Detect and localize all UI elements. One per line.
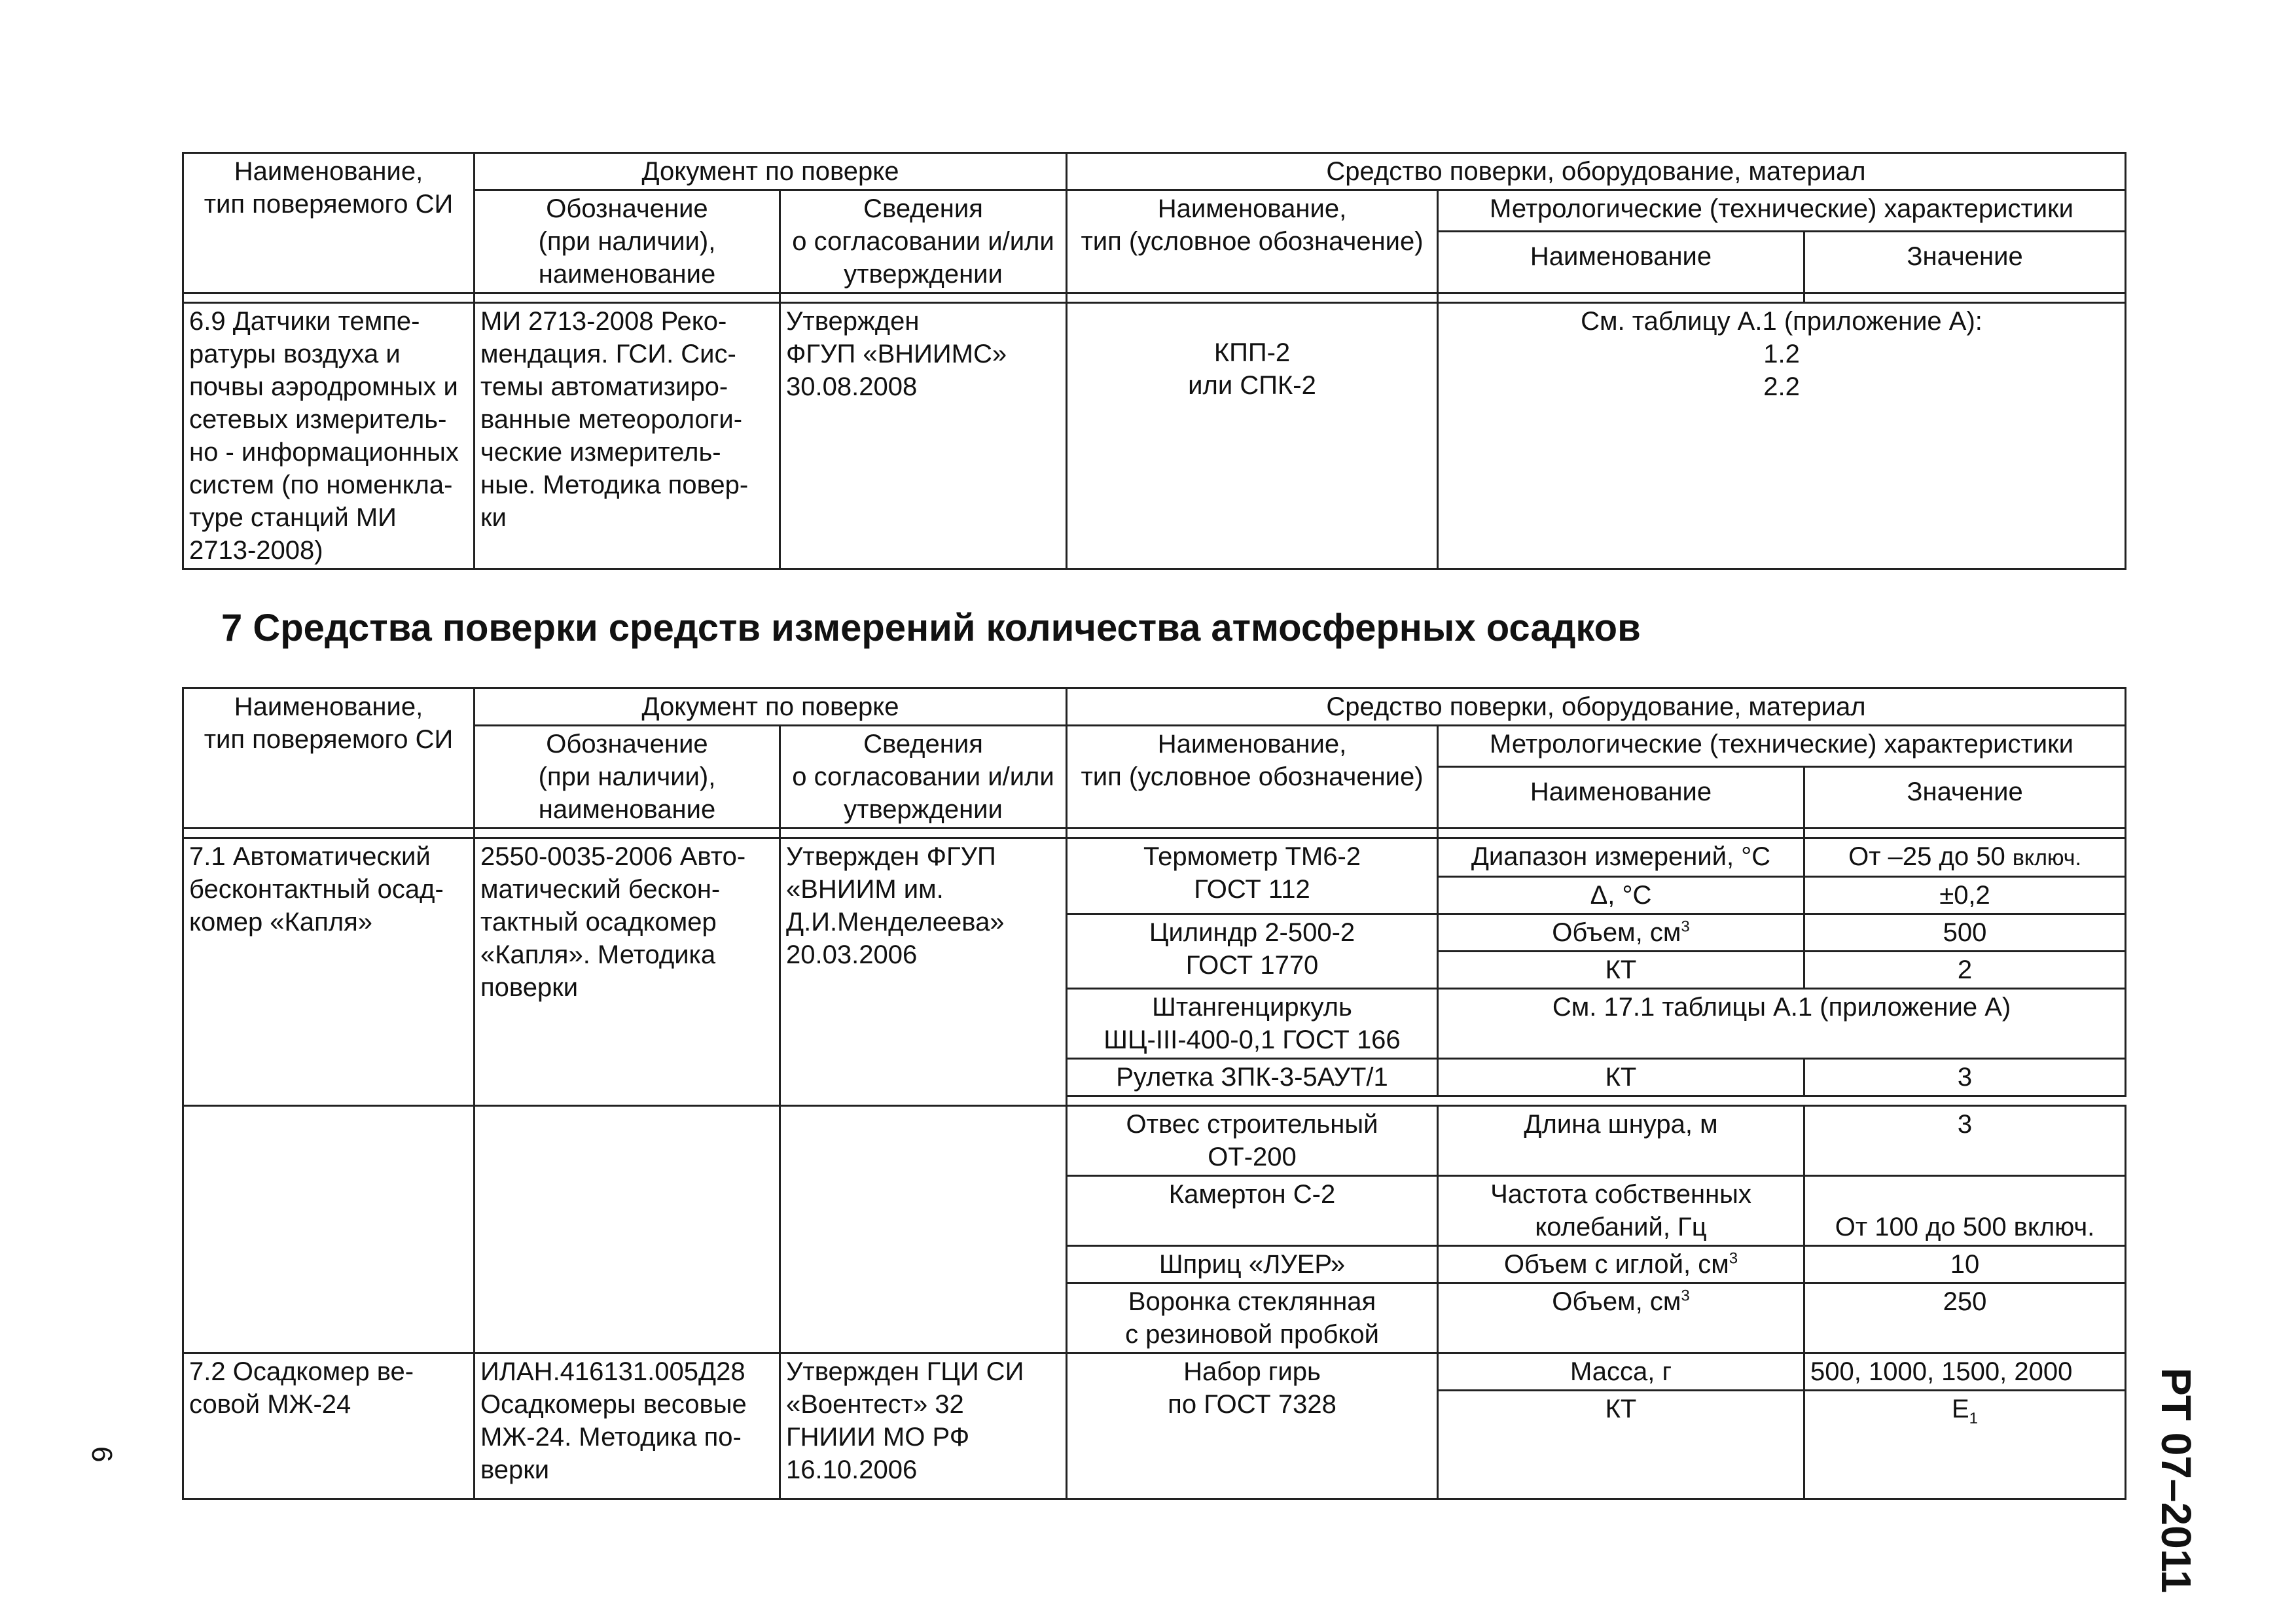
tape-class-value: 3 — [1804, 1059, 2126, 1096]
weights-mass-name: Масса, г — [1438, 1353, 1804, 1391]
row-6-9-designation: МИ 2713-2008 Реко- мендация. ГСИ. Сис- темы автоматизиро- ванные метеорологи- ческие измеритель- ные. Методика повер- ки — [475, 303, 780, 569]
syringe-means: Шприц «ЛУЕР» — [1067, 1246, 1438, 1283]
tape-means: Рулетка ЗПК-3-5АУТ/1 — [1067, 1059, 1438, 1096]
table-row — [183, 838, 2126, 877]
plumb-means: Отвес строительный ОТ-200 — [1067, 1106, 1438, 1176]
cylinder-class-value: 2 — [1804, 952, 2126, 989]
thermometer-range-name: Диапазон измерений, °С — [1438, 838, 1804, 877]
weights-means: Набор гирь по ГОСТ 7328 — [1067, 1353, 1438, 1499]
cylinder-volume-value: 500 — [1804, 914, 2126, 952]
thermometer-range-value: От –25 до 50 включ. — [1804, 838, 2126, 877]
header-means-name-2: Наименование, тип (условное обозначение) — [1067, 726, 1438, 829]
row-7-1-approval: Утвержден ФГУП «ВНИИМ им. Д.И.Менделеева» 20.03.2006 — [780, 838, 1067, 1106]
funnel-volume-name: Объем, $см^3$ — [1438, 1283, 1804, 1353]
section-heading: 7 Средства поверки средств измерений количества атмосферных осадков — [221, 607, 1641, 649]
row-6-9-name: 6.9 Датчики темпе- ратуры воздуха и почвы аэродромных и сетевых измеритель- но - информационных систем (по номенкла- туре станций МИ 2713-2008) — [183, 303, 475, 569]
row-cont-name — [183, 1106, 475, 1353]
table-sensors — [182, 152, 2126, 570]
syringe-volume-name: Объем с иглой, $см^3$ — [1438, 1246, 1804, 1283]
header-metro-name-2: Наименование — [1438, 767, 1804, 829]
funnel-volume-value: 250 — [1804, 1283, 2126, 1353]
row-7-2-designation: ИЛАН.416131.005Д28 Осадкомеры весовые МЖ-24. Методика по- верки — [475, 1353, 780, 1499]
thermometer-delta-name: Δ, °С — [1438, 877, 1804, 914]
header-doc-approval: Сведения о согласовании и/или утверждении — [780, 190, 1067, 293]
row-cont-designation — [475, 1106, 780, 1353]
page-number: 6 — [86, 1446, 118, 1463]
plumb-length-name: Длина шнура, м — [1438, 1106, 1804, 1176]
header-metro-value-2: Значение — [1804, 767, 2126, 829]
header-doc-group: Документ по поверке — [475, 153, 1067, 190]
table-row — [183, 303, 2126, 569]
header-name-2: Наименование, тип поверяемого СИ — [183, 688, 475, 829]
row-6-9-approval: Утвержден ФГУП «ВНИИМС» 30.08.2008 — [780, 303, 1067, 569]
table-precipitation — [182, 687, 2126, 1500]
row-cont-approval — [780, 1106, 1067, 1353]
row-7-2-name: 7.2 Осадкомер ве- совой МЖ-24 — [183, 1353, 475, 1499]
thermometer-delta-value: ±0,2 — [1804, 877, 2126, 914]
thermometer-means: Термометр ТМ6-2 ГОСТ 112 — [1067, 838, 1438, 914]
header-metro-value: Значение — [1804, 232, 2126, 293]
funnel-means: Воронка стеклянная с резиновой пробкой — [1067, 1283, 1438, 1353]
header-name: Наименование, тип поверяемого СИ — [183, 153, 475, 293]
syringe-volume-value: 10 — [1804, 1246, 2126, 1283]
header-metro-name: Наименование — [1438, 232, 1804, 293]
header-means-group-2: Средство поверки, оборудование, материал — [1067, 688, 2126, 726]
cylinder-class-name: КТ — [1438, 952, 1804, 989]
header-metro-group: Метрологические (технические) характеристики — [1438, 190, 2126, 232]
header-doc-approval-2: Сведения о согласовании и/или утверждении — [780, 726, 1067, 829]
weights-class-value: $E_1$ — [1804, 1391, 2126, 1499]
header-doc-group-2: Документ по поверке — [475, 688, 1067, 726]
row-7-1-name: 7.1 Автоматический бесконтактный осад- комер «Капля» — [183, 838, 475, 1106]
table-row — [183, 1106, 2126, 1176]
header-doc-designation: Обозначение (при наличии), наименование — [475, 190, 780, 293]
fork-frequency-name: Частота собственных колебаний, Гц — [1438, 1176, 1804, 1246]
caliper-metro: См. 17.1 таблицы А.1 (приложение А) — [1438, 989, 2126, 1059]
table-row — [183, 1353, 2126, 1391]
header-means-group: Средство поверки, оборудование, материал — [1067, 153, 2126, 190]
header-metro-group-2: Метрологические (технические) характеристики — [1438, 726, 2126, 767]
cylinder-means: Цилиндр 2-500-2 ГОСТ 1770 — [1067, 914, 1438, 989]
row-7-2-approval: Утвержден ГЦИ СИ «Воентест» 32 ГНИИИ МО РФ 16.10.2006 — [780, 1353, 1067, 1499]
fork-frequency-value: От 100 до 500 включ. — [1804, 1176, 2126, 1246]
cylinder-volume-name: Объем, $см^3$ — [1438, 914, 1804, 952]
row-6-9-means: КПП-2 или СПК-2 — [1067, 303, 1438, 569]
weights-mass-value: 500, 1000, 1500, 2000 — [1804, 1353, 2126, 1391]
document-code: РТ 07–2011 — [2153, 1368, 2200, 1594]
row-6-9-metro: См. таблицу А.1 (приложение А): 1.2 2.2 — [1438, 303, 2126, 569]
tape-class-name: КТ — [1438, 1059, 1804, 1096]
row-7-1-designation: 2550-0035-2006 Авто- матический бескон- тактный осадкомер «Капля». Методика поверки — [475, 838, 780, 1106]
header-means-name: Наименование, тип (условное обозначение) — [1067, 190, 1438, 293]
fork-means: Камертон С-2 — [1067, 1176, 1438, 1246]
header-doc-designation-2: Обозначение (при наличии), наименование — [475, 726, 780, 829]
plumb-length-value: 3 — [1804, 1106, 2126, 1176]
caliper-means: Штангенциркуль ШЦ-III-400-0,1 ГОСТ 166 — [1067, 989, 1438, 1059]
weights-class-name: КТ — [1438, 1391, 1804, 1499]
